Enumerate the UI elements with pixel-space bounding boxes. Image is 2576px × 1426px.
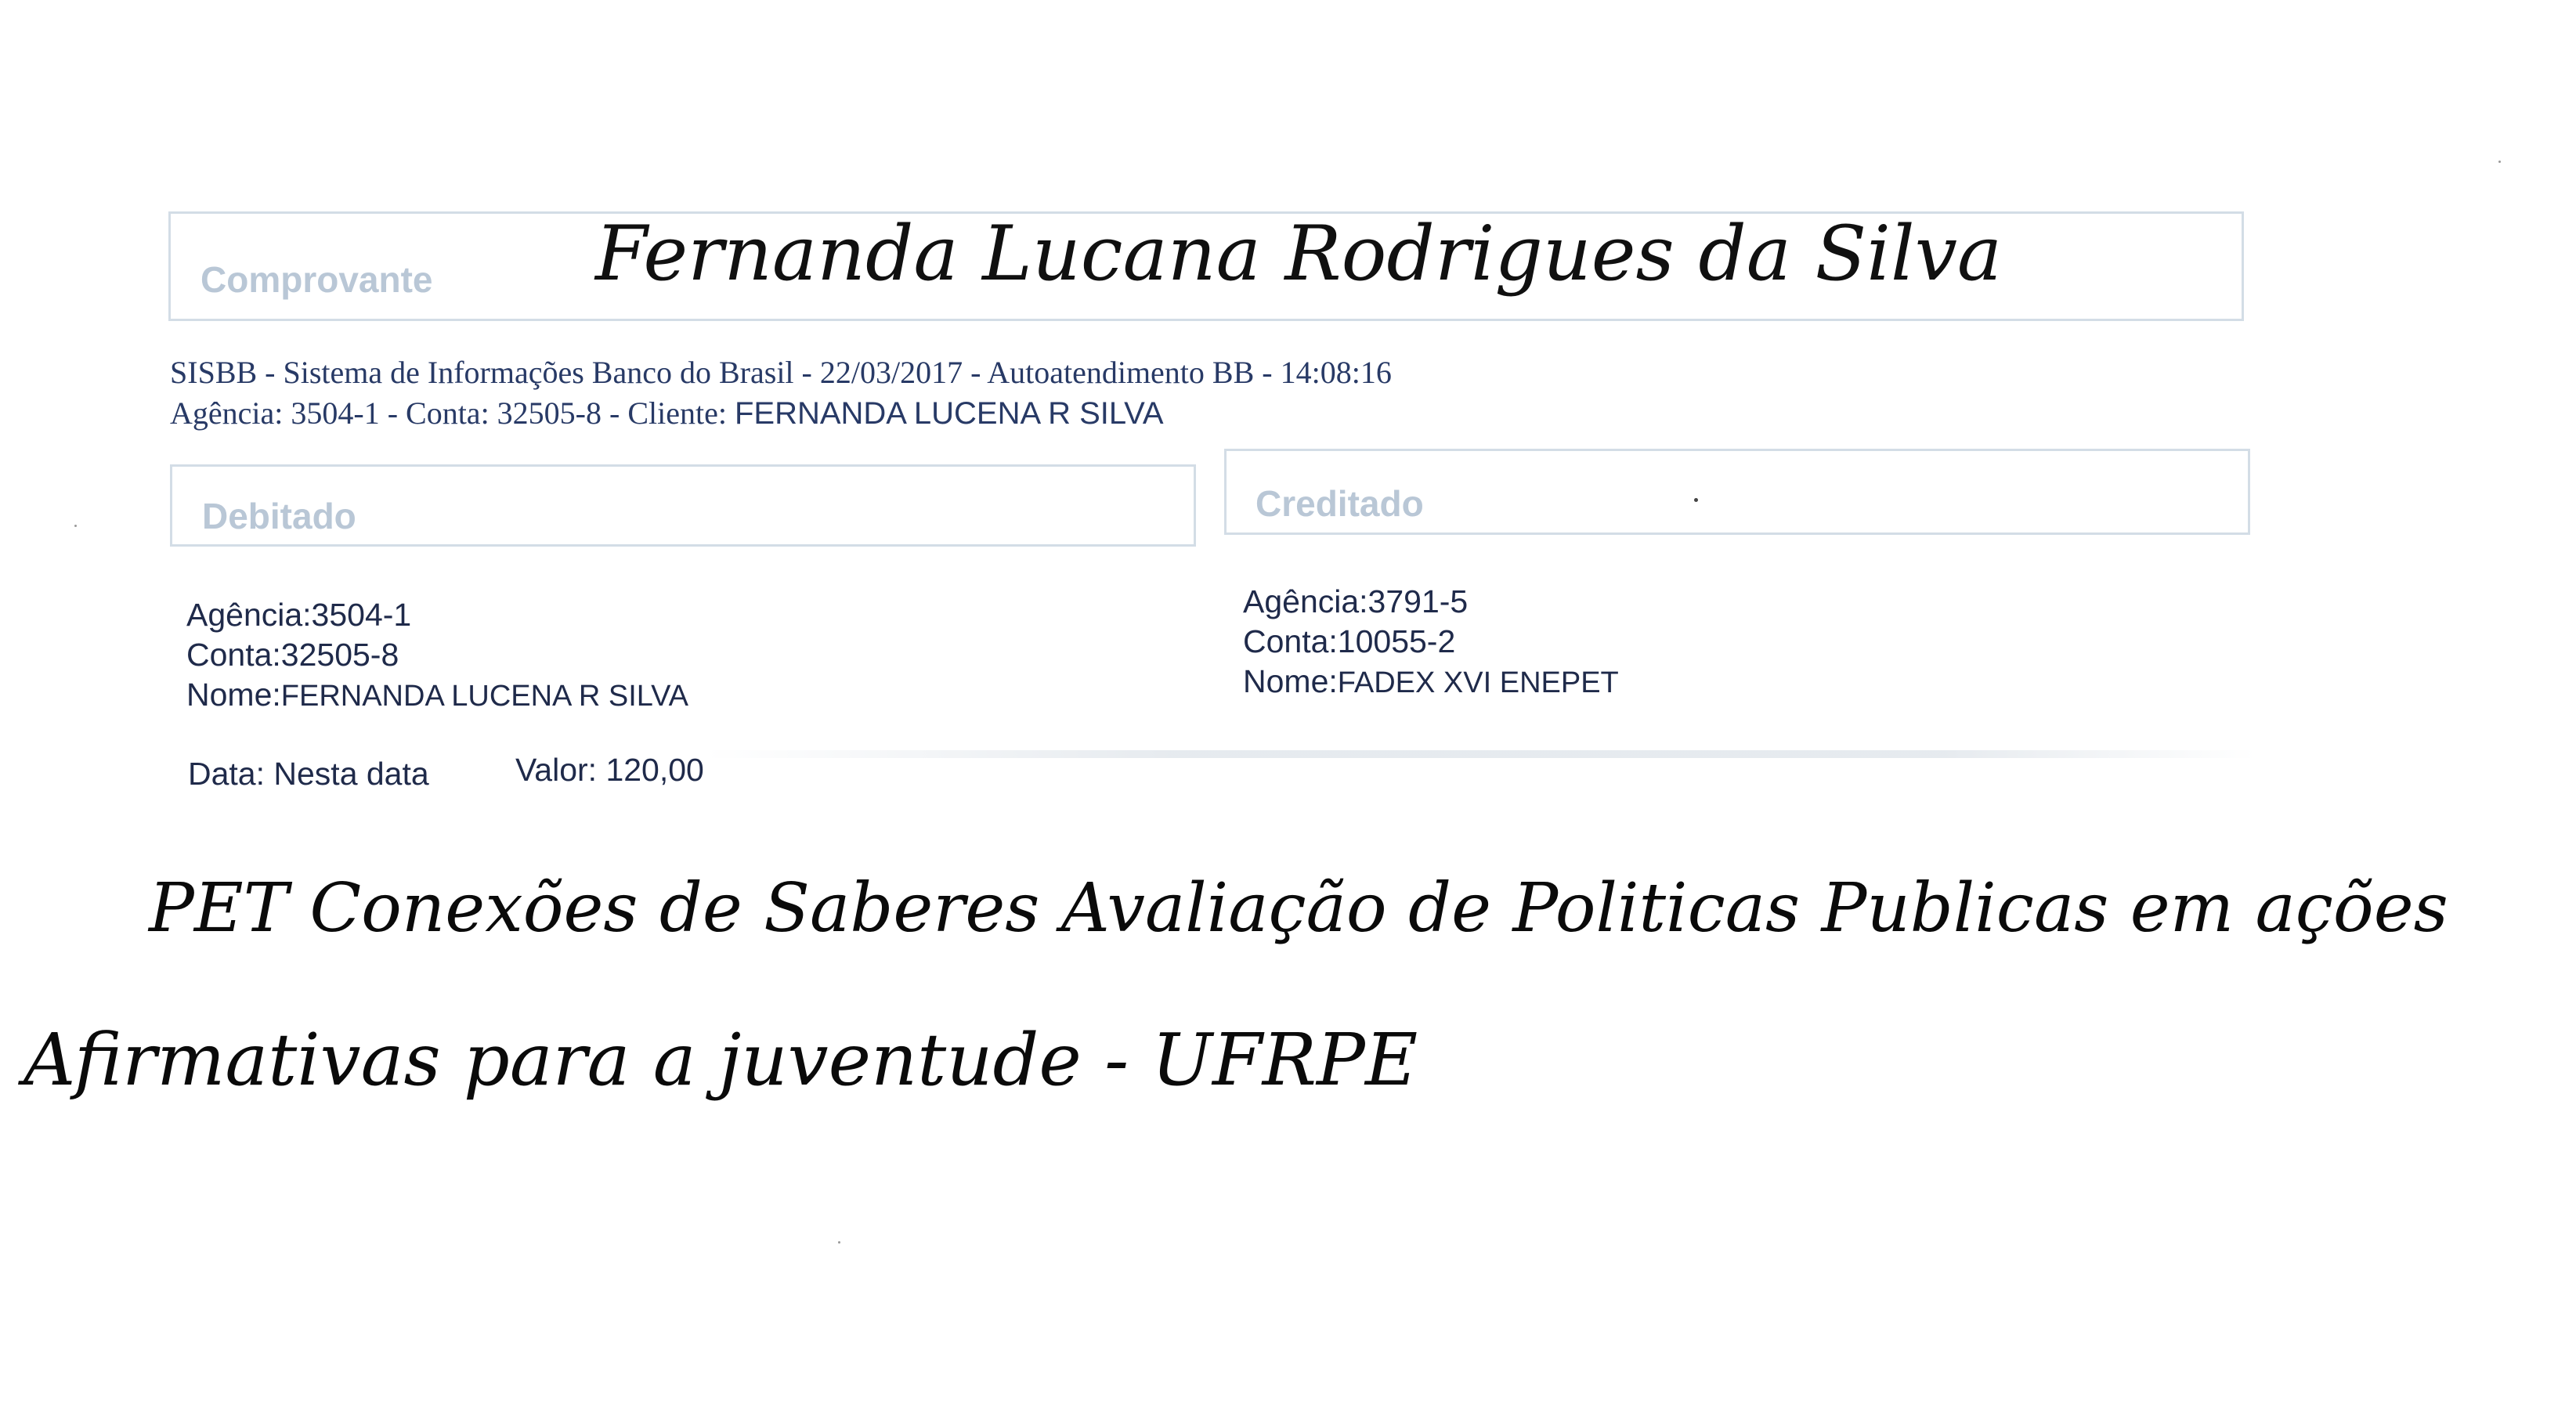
debitado-nome-label: Nome: (186, 677, 281, 713)
scan-speck (1694, 498, 1698, 502)
system-info-line: SISBB - Sistema de Informações Banco do Brasil - 22/03/2017 - Autoatendimento BB - 14:08:16 (170, 355, 1392, 390)
creditado-label: Creditado (1255, 483, 1424, 524)
creditado-nome-label: Nome: (1243, 663, 1338, 699)
handwritten-signature: Fernanda Lucana Rodrigues da Silva (595, 210, 2003, 298)
handwritten-note-line2: Afirmativas para a juventude - UFRPE (23, 1018, 1418, 1102)
scan-artifact-band (705, 750, 2256, 758)
creditado-nome: FADEX XVI ENEPET (1337, 666, 1619, 699)
creditado-agencia: Agência:3791-5 (1243, 583, 1469, 619)
creditado-nome-row (1243, 662, 1619, 703)
handwritten-note-line1: PET Conexões de Saberes Avaliação de Politicas Publicas em ações (149, 869, 2448, 948)
account-info-prefix: Agência: 3504-1 - Conta: 32505-8 - Cliente: (170, 395, 727, 431)
debitado-nome-row (186, 675, 688, 717)
creditado-conta: Conta:10055-2 (1243, 623, 1456, 659)
transaction-date: Data: Nesta data (188, 756, 429, 792)
debitado-details (186, 595, 688, 717)
creditado-details (1243, 582, 1619, 703)
scan-speck (74, 525, 77, 527)
client-name: FERNANDA LUCENA R SILVA (734, 396, 1164, 431)
debitado-label: Debitado (202, 496, 356, 536)
comprovante-label: Comprovante (201, 259, 433, 300)
scan-speck (2498, 161, 2501, 163)
account-info-line (170, 395, 1164, 431)
scan-speck (838, 1241, 840, 1244)
debitado-nome: FERNANDA LUCENA R SILVA (280, 680, 688, 713)
debitado-conta: Conta:32505-8 (186, 637, 399, 673)
transaction-value: Valor: 120,00 (515, 752, 704, 788)
debitado-agencia: Agência:3504-1 (186, 597, 412, 633)
